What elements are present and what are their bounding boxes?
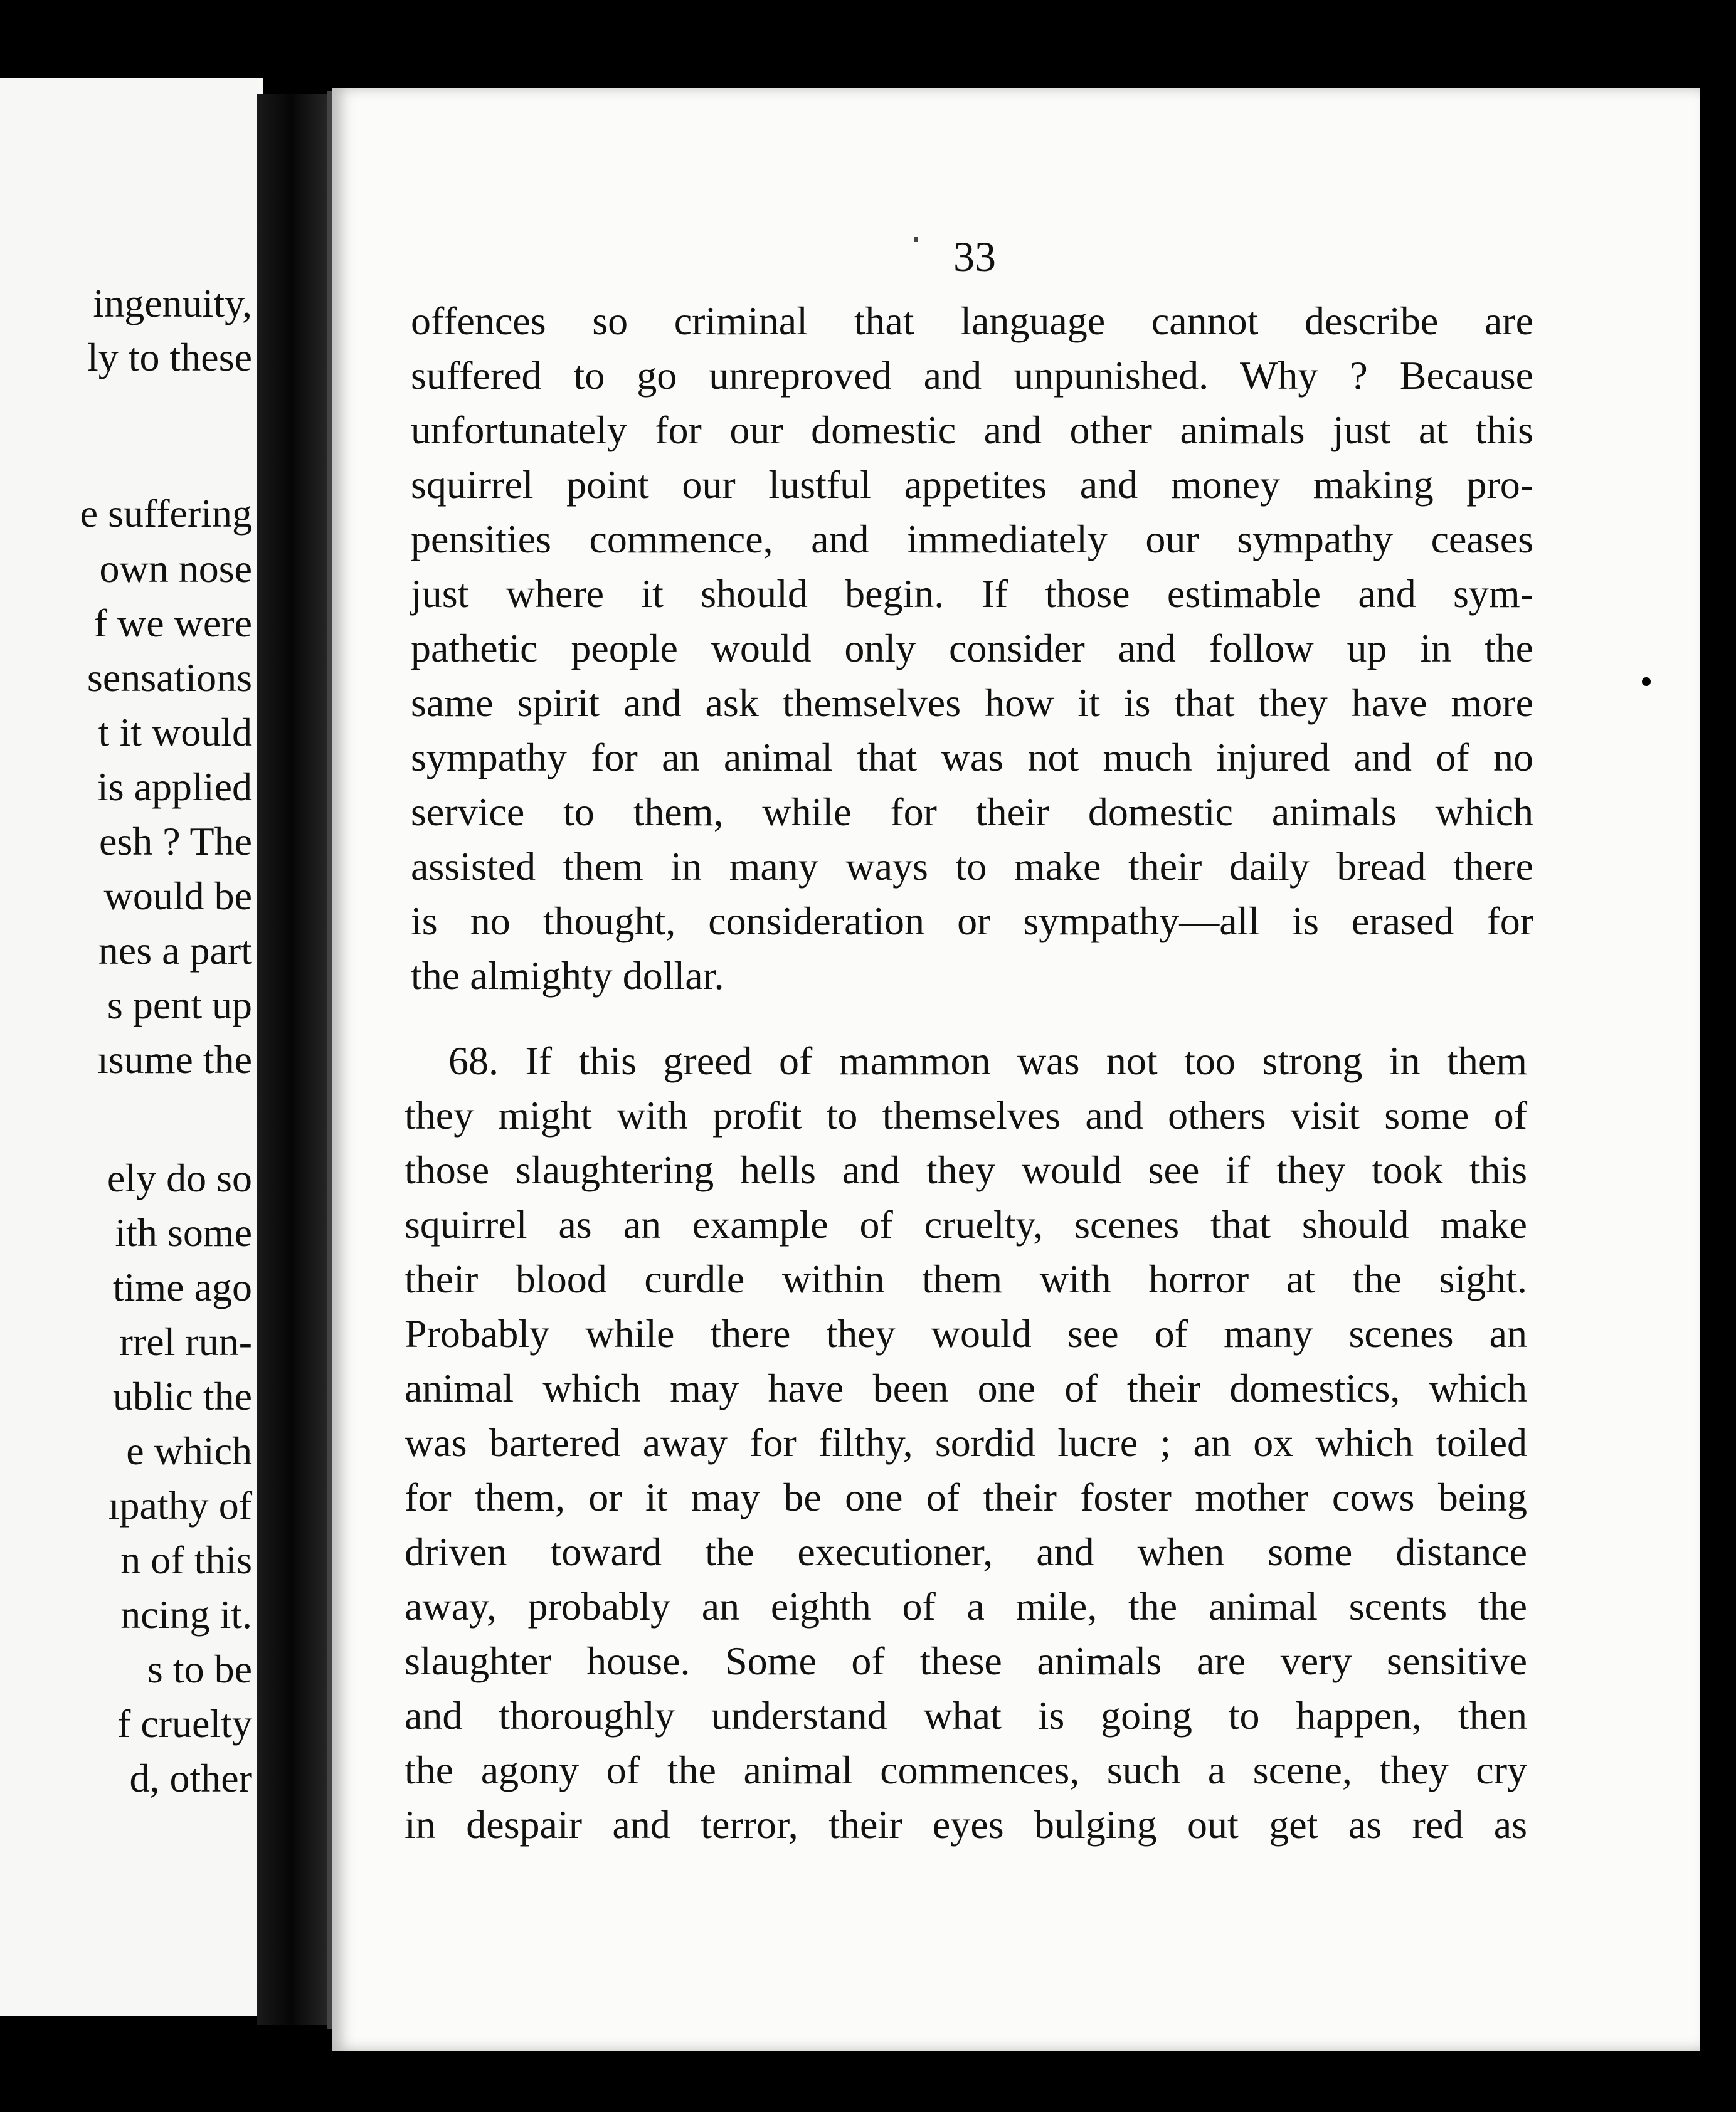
speck-dot	[1642, 677, 1651, 686]
text-line: suffered to go unreproved and unpunished. Why ? Because	[411, 353, 1533, 398]
text-line: away, probably an eighth of a mile, the animal scents the	[405, 1584, 1527, 1629]
text-line: sympathy for an animal that was not much injured and of no	[411, 735, 1533, 779]
text-line: their blood curdle within them with horror at the sight.	[405, 1257, 1527, 1301]
text-line: is no thought, consideration or sympathy—all is erased for	[411, 899, 1533, 943]
text-line: pensities commence, and immediately our sympathy ceases	[411, 517, 1533, 561]
text-line: the almighty dollar.	[411, 953, 724, 998]
left-line: ely do so	[107, 1156, 252, 1200]
text-line: offences so criminal that language cannot describe are	[411, 298, 1533, 343]
left-line: time ago	[112, 1265, 252, 1309]
left-line: f we were	[93, 601, 252, 645]
text-line: same spirit and ask themselves how it is that they have more	[411, 680, 1533, 725]
text-line: driven toward the executioner, and when some distance	[405, 1529, 1527, 1574]
text-line: Probably while there they would see of many scenes an	[405, 1311, 1527, 1356]
text-line: pathetic people would only consider and follow up in the	[411, 626, 1533, 670]
left-line: sensations	[87, 655, 252, 700]
text-line: the agony of the animal commences, such a scene, they cry	[405, 1748, 1527, 1792]
left-line: own nose	[99, 546, 252, 591]
text-line: unfortunately for our domestic and other animals just at this	[411, 408, 1533, 452]
book-spine-shadow	[257, 94, 332, 2025]
left-line: ingenuity,	[93, 281, 252, 325]
left-line: f cruelty	[117, 1701, 252, 1746]
text-line: for them, or it may be one of their foster mother cows being	[405, 1475, 1527, 1519]
left-line: ublic the	[112, 1374, 252, 1418]
text-line: and thoroughly understand what is going to happen, then	[405, 1693, 1527, 1738]
left-line: esh ? The	[98, 819, 252, 863]
right-page	[332, 88, 1700, 2051]
left-line: t it would	[98, 710, 252, 754]
left-page-fragment	[0, 78, 263, 2016]
text-line: squirrel point our lustful appetites and money making pro-	[411, 462, 1533, 507]
speck-mark	[914, 237, 918, 242]
left-line: e which	[126, 1428, 252, 1473]
text-line: slaughter house. Some of these animals are very sensitive	[405, 1639, 1527, 1683]
text-line: those slaughtering hells and they would see if they took this	[405, 1148, 1527, 1192]
left-line: n of this	[120, 1538, 252, 1582]
left-line: ncing it.	[120, 1592, 252, 1637]
left-line: ıpathy of	[108, 1483, 252, 1528]
text-line: squirrel as an example of cruelty, scenes that should make	[405, 1202, 1527, 1247]
left-line: d, other	[129, 1756, 252, 1800]
left-line: ısume the	[97, 1037, 252, 1082]
text-line: 68. If this greed of mammon was not too strong in them	[448, 1038, 1527, 1083]
left-line: ith some	[115, 1210, 252, 1255]
text-line: assisted them in many ways to make their daily bread there	[411, 844, 1533, 889]
left-line: e suffering	[80, 491, 252, 536]
left-line: nes a part	[98, 928, 252, 973]
left-line: is applied	[97, 764, 252, 809]
text-line: just where it should begin. If those estimable and sym-	[411, 571, 1533, 616]
text-line: in despair and terror, their eyes bulging out get as red as	[405, 1802, 1527, 1847]
text-line: they might with profit to themselves and others visit some of	[405, 1093, 1527, 1138]
left-line: rrel run-	[119, 1319, 252, 1364]
text-line: was bartered away for filthy, sordid lucre ; an ox which toiled	[405, 1420, 1527, 1465]
left-line: s pent up	[107, 983, 252, 1027]
left-line: would be	[103, 874, 252, 918]
page-number: 33	[953, 233, 996, 280]
left-line: s to be	[147, 1647, 252, 1691]
left-line: ly to these	[87, 335, 252, 379]
text-line: animal which may have been one of their domestics, which	[405, 1366, 1527, 1410]
text-line: service to them, while for their domestic animals which	[411, 789, 1533, 834]
